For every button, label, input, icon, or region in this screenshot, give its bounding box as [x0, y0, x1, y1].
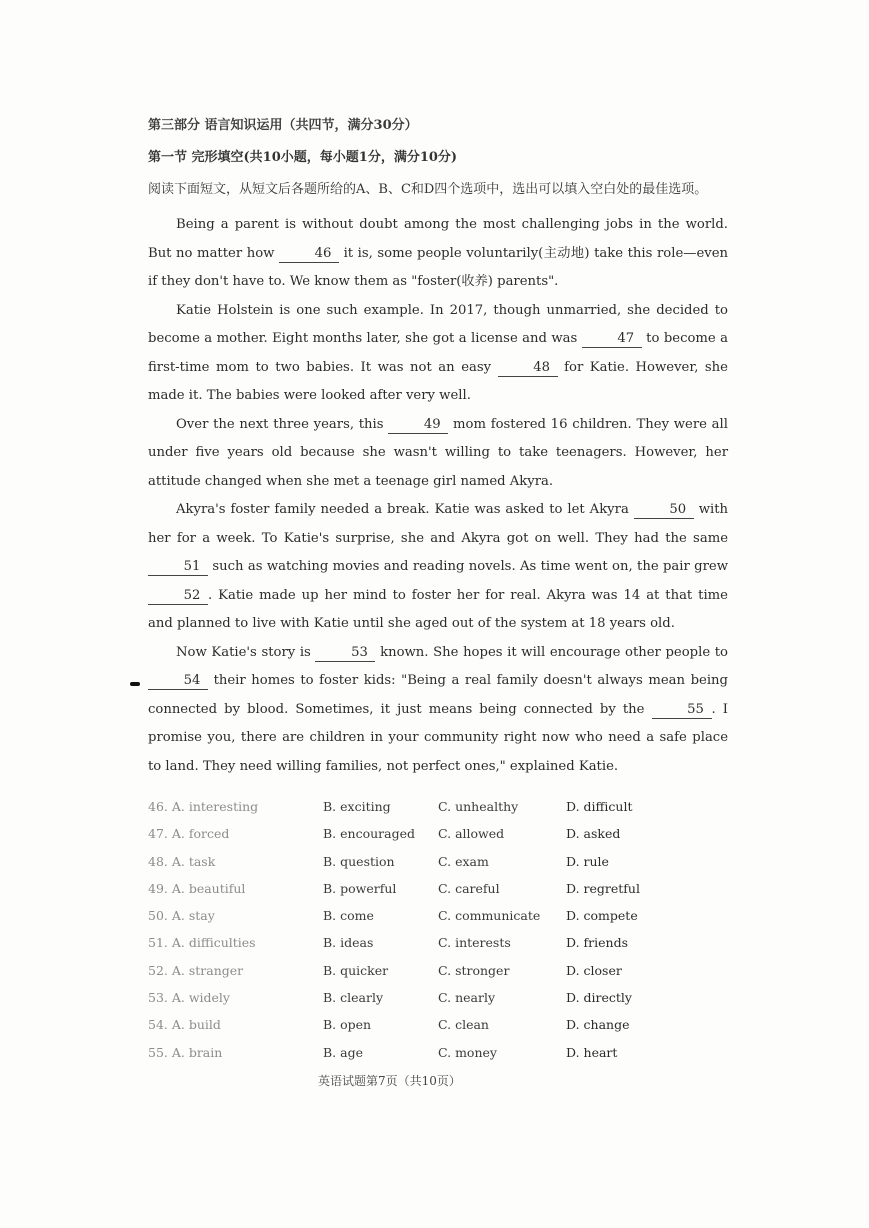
option-b: B. clearly: [323, 990, 384, 1006]
option-row: [148, 902, 728, 929]
option-d: D. difficult: [566, 799, 633, 814]
option-row: [148, 1039, 728, 1066]
option-b: B. exciting: [323, 799, 391, 814]
option-b: B. come: [323, 908, 374, 924]
option-c: C. clean: [438, 1017, 489, 1033]
instruction-text: 阅读下面短文，从短文后各题所给的A、B、C和D四个选项中，选出可以填入空白处的最佳选项。: [148, 182, 708, 197]
option-d: D. change: [566, 1017, 630, 1033]
option-d: D. compete: [566, 908, 638, 924]
option-a: 47. A. forced: [148, 826, 230, 842]
option-c: C. unhealthy: [438, 799, 519, 814]
page-footer: 英语试题第7页（共10页）: [318, 1074, 461, 1088]
blank-55: 55: [652, 702, 712, 719]
passage-paragraph: [148, 639, 728, 782]
passage-text: . Katie made up her mind to foster her for real. Akyra was 14 at that time and planned to live with Katie until she aged out of the system at 18 years old.: [148, 587, 728, 631]
option-a: 53. A. widely: [148, 990, 230, 1006]
option-a: 50. A. stay: [148, 908, 215, 924]
passage-text: with her for a week. To Katie's surprise, she and Akyra got on well. They had the same: [148, 502, 728, 546]
option-b: B. encouraged: [323, 826, 415, 842]
option-c: C. careful: [438, 880, 500, 896]
blank-50: 50: [634, 502, 694, 519]
passage-text: to become a first-time mom to two babies. It was not an easy: [148, 331, 728, 375]
option-row: [148, 875, 728, 902]
blank-52: 52: [148, 588, 208, 605]
option-a: 54. A. build: [148, 1017, 221, 1033]
option-a: 52. A. stranger: [148, 962, 244, 978]
passage-paragraph: [148, 297, 728, 411]
blank-47: 47: [582, 331, 642, 348]
option-b: B. open: [323, 1017, 372, 1033]
passage-paragraph: [148, 411, 728, 497]
option-a: 55. A. brain: [148, 1044, 223, 1060]
option-c: C. exam: [438, 853, 489, 869]
blank-54: 54: [148, 673, 208, 690]
passage-text: Over the next three years, this: [176, 416, 389, 432]
blank-53: 53: [315, 645, 375, 662]
option-row: [148, 820, 728, 847]
passage-text: such as watching movies and reading novels. As time went on, the pair grew: [208, 559, 728, 574]
option-b: B. ideas: [323, 935, 374, 951]
option-d: D. friends: [566, 935, 628, 951]
passage-text: for Katie. However, she made it. The babies were looked after very well.: [148, 359, 728, 403]
blank-49: 49: [388, 417, 448, 434]
passage-text: Being a parent is without doubt among the most challenging jobs in the world. But no matter how: [148, 217, 728, 261]
passage-text: . I promise you, there are children in your community right now who need a safe place to land. They need willing families, not perfect ones," explained Katie.: [148, 701, 729, 774]
subsection-title: 第一节 完形填空(共10小题，每小题1分，满分10分): [148, 150, 458, 165]
option-a: 46. A. interesting: [148, 799, 259, 814]
option-d: D. closer: [566, 962, 622, 978]
passage-text: Now Katie's story is: [176, 644, 316, 660]
option-b: B. age: [323, 1044, 363, 1060]
passage-text: it is, some people voluntarily(主动地) take this role—even if they don't have to. We know them as "foster(收养) parents".: [148, 245, 728, 289]
option-d: D. regretful: [566, 880, 640, 896]
option-c: C. money: [438, 1044, 497, 1060]
passage-text: mom fostered 16 children. They were all under five years old because she wasn't willing to take teenagers. However, her attitude changed when she met a teenage girl named Akyra.: [148, 416, 728, 489]
option-row: [148, 793, 728, 820]
passage-text: Katie Holstein is one such example. In 2017, though unmarried, she decided to become a mother. Eight months later, she got a license and was: [148, 302, 728, 346]
option-c: C. communicate: [438, 908, 541, 924]
blank-46: 46: [279, 246, 339, 263]
option-a: 48. A. task: [148, 853, 216, 869]
option-d: D. heart: [566, 1044, 618, 1060]
option-row: [148, 848, 728, 875]
passage-text: their homes to foster kids: "Being a real family doesn't always mean being connected by blood. Sometimes, it just means being connected by the: [148, 673, 728, 717]
option-c: C. nearly: [438, 990, 496, 1006]
ink-smudge: [130, 682, 140, 686]
passage-text: Akyra's foster family needed a break. Katie was asked to let Akyra: [176, 502, 634, 517]
passage-paragraph: [148, 211, 728, 297]
option-c: C. interests: [438, 935, 511, 951]
option-b: B. powerful: [323, 880, 397, 896]
blank-48: 48: [498, 360, 558, 377]
option-b: B. question: [323, 853, 395, 869]
option-a: 49. A. beautiful: [148, 880, 246, 896]
passage-paragraph: [148, 496, 728, 639]
option-d: D. asked: [566, 826, 621, 842]
passage-text: known. She hopes it will encourage other people to: [375, 644, 728, 660]
option-c: C. stronger: [438, 962, 510, 978]
options-table: [148, 793, 728, 1066]
cloze-passage: [148, 211, 728, 781]
option-a: 51. A. difficulties: [148, 935, 256, 951]
blank-51: 51: [148, 559, 208, 576]
option-row: [148, 984, 728, 1011]
option-row: [148, 1011, 728, 1038]
option-d: D. rule: [566, 853, 609, 869]
option-row: [148, 929, 728, 956]
option-c: C. allowed: [438, 826, 505, 842]
option-row: [148, 957, 728, 984]
option-b: B. quicker: [323, 962, 389, 978]
page-content: [148, 116, 728, 1066]
section-title: 第三部分 语言知识运用（共四节，满分30分）: [148, 118, 418, 133]
option-d: D. directly: [566, 990, 632, 1006]
